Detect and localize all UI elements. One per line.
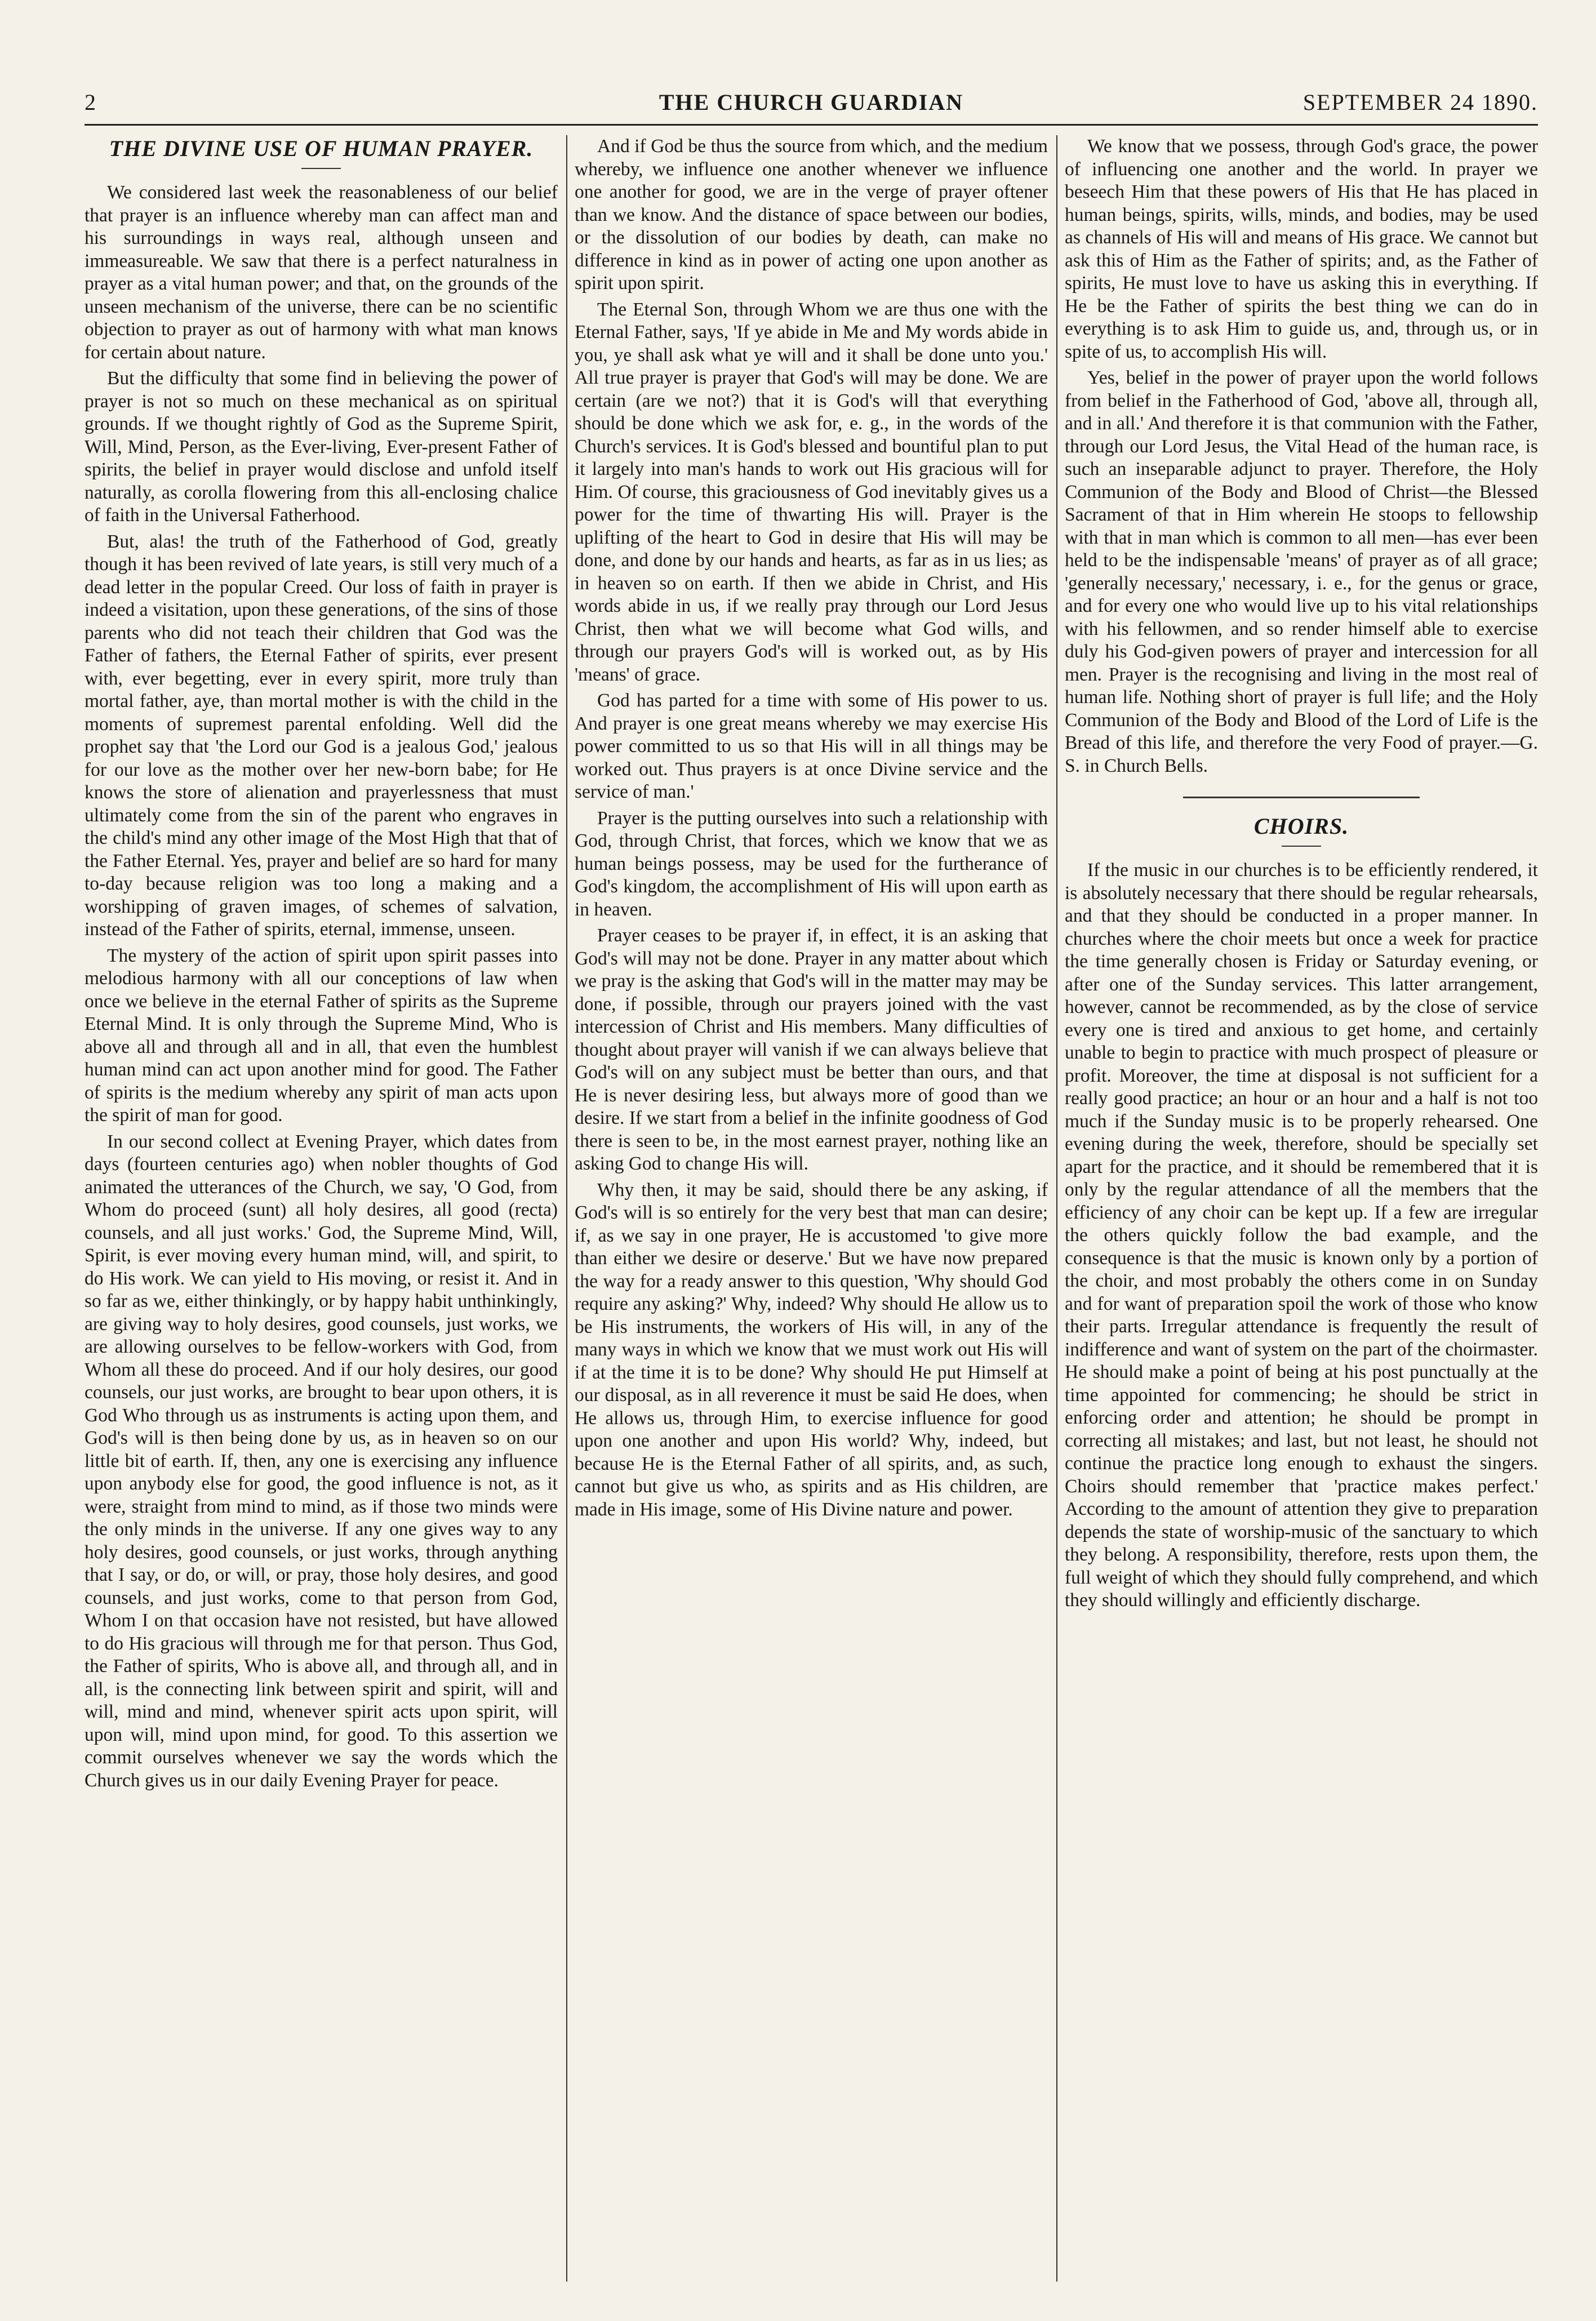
paragraph: Why then, it may be said, should there be any asking, if God's will is so entirely for the very best that man can desire; if, as we say in one prayer, He is accustomed 'to give more than either we desire or deserve.' But we have now prepared the way for a ready answer to this question, 'Why should God require any asking?' Why, indeed? Why should He allow us to be His instruments, the workers of His will, in any of the many ways in which we know that we must work out His will if at the time it is to be done? Why should He put Himself at our disposal, as in all reverence it must be said He does, when He allows us, through Him, to exercise influence for good upon one another and upon His world? Why, indeed, but because He is the Eternal Father of all spirits, and, as such, cannot but give us who, as spirits and as His children, are made in His image, some of His Divine nature and power. — [575, 1179, 1048, 1520]
title-rule — [1282, 846, 1321, 847]
paragraph: The Eternal Son, through Whom we are thus one with the Eternal Father, says, 'If ye abide in Me and My words abide in you, ye shall ask what ye will and it shall be done unto you.' All true prayer is prayer that God's will may be done. We are certain (are we not?) that it is God's will that everything should be done which we ask for, e. g., in the words of the Church's services. It is God's blessed and bountiful plan to put it largely into man's hands to work out His gracious will for Him. Of course, this graciousness of God inevitably gives us a power for the time of thwarting His will. Prayer is the uplifting of the heart to God in desire that His will may be done, and done by our hands and hearts, as far as in us lies; as in heaven so on earth. If then we abide in Christ, and His words abide in us, if we really pray through our Lord Jesus Christ, then what we will become what God wills, and through our prayers God's will is worked out, as by His 'means' of grace. — [575, 299, 1048, 685]
paragraph: And if God be thus the source from which, and the medium whereby, we influence one another whenever we influence one another for good, we are in the verge of prayer oftener than we know. And the distance of space between our bodies, or the dissolution of our bodies by death, can make no difference in kind as in power of acting one upon another as spirit upon spirit. — [575, 136, 1048, 294]
column-divider — [566, 135, 567, 2282]
paragraph: God has parted for a time with some of His power to us. And prayer is one great means whereby we may exercise His power committed to us so that His will in all things may be worked out. Thus prayers is at once Divine service and the service of man.' — [575, 690, 1048, 802]
paragraph: We considered last week the reasonableness of our belief that prayer is an influence whereby man can affect man and his surroundings in ways real, although unseen and immeasureable. We saw that there is a perfect naturalness in prayer as a vital human power; and that, on the grounds of the unseen mechanism of the universe, there can be no scientific objection to prayer as out of harmony with what man knows for certain about nature. — [85, 182, 558, 363]
article-title-choirs: CHOIRS. — [1253, 813, 1349, 839]
paragraph: Prayer is the putting ourselves into such a relationship with God, through Christ, that forces, which we know that we as human beings possess, may be used for the furtherance of God's kingdom, the accomplishment of His will upon earth as in heaven. — [575, 807, 1048, 920]
section-rule — [1183, 797, 1420, 798]
page-header — [85, 85, 1538, 126]
column-divider — [1056, 135, 1057, 2282]
paragraph: But, alas! the truth of the Fatherhood of God, greatly though it has been revived of late years, is still very much of a dead letter in the popular Creed. Our loss of faith in prayer is indeed a visitation, upon these generations, of the sins of those parents who did not teach their children that God was the Father of fathers, the Eternal Father of spirits, ever present with, ever begetting, ever in every spirit, more truly than mortal father, aye, than mortal mother is with the child in the moments of supremest parental enfolding. Well did the prophet say that 'the Lord our God is a jealous God,' jealous for our love as the mother over her new-born babe; for He knows the store of alienation and prayerlessness that must ultimately come from the sin of the parent who engraves in the child's mind any other image of the Most High that that of the Father Eternal. Yes, prayer and belief are so hard for many to-day because religion was too long a making and a worshipping of graven images, of schemes of salvation, instead of the Father of spirits, eternal, immense, unseen. — [85, 531, 558, 940]
paragraph: In our second collect at Evening Prayer, which dates from days (fourteen centuries ago) when nobler thoughts of God animated the utterances of the Church, we say, 'O God, from Whom do proceed (sunt) all holy desires, all good (recta) counsels, and all just works.' God, the Supreme Mind, Will, Spirit, is ever moving every human mind, will, and spirit, to do His work. We can yield to His moving, or resist it. And in so far as we, either thinkingly, or by happy habit unthinkingly, are giving way to holy desires, good counsels, just works, we are allowing ourselves to be fellow-workers with God, from Whom all these do proceed. And if our holy desires, our good counsels, our just works, are brought to bear upon others, it is God Who through us as instruments is acting upon them, and God's will is then being done by us, as in heaven so on our little bit of earth. If, then, any one is exercising any influence upon anybody else for good, the good influence is not, as it were, straight from mind to mind, as if those two minds were the only minds in the universe. If any one gives way to any holy desires, good counsels, or just works, through anything that I say, or do, or will, or pray, those holy desires, and good counsels, and just works, come to that person from God, Whom I on that occasion have not resisted, but have allowed to do His gracious will through me for that person. Thus God, the Father of spirits, Who is above all, and through all, and in all, is the connecting link between spirit and spirit, will and will, mind and mind, whenever spirit acts upon spirit, will upon will, mind upon mind, for good. To this assertion we commit ourselves whenever we say the words which the Church gives us in our daily Evening Prayer for peace. — [85, 1131, 558, 1791]
article-title-divine-use-of-prayer: THE DIVINE USE OF HUMAN PRAYER. — [109, 136, 534, 161]
column-2 — [575, 135, 1048, 2282]
column-3 — [1065, 135, 1538, 2282]
paragraph: Prayer ceases to be prayer if, in effect, it is an asking that God's will may not be done. Prayer in any matter about which we pray is the asking that God's will in the matter may may be done, if possible, through our prayers joined with the vast intercession of Christ and His members. Many difficulties of thought about prayer will vanish if we can always believe that God's will on any subject must be better than ours, and that He is never desiring less, but always more of good than we desire. If we start from a belief in the infinite goodness of God there is seen to be, in the most earnest prayer, nothing like an asking God to change His will. — [575, 925, 1048, 1174]
page-number: 2 — [85, 90, 97, 115]
title-rule — [301, 168, 341, 169]
paragraph: Yes, belief in the power of prayer upon the world follows from belief in the Fatherhood of God, 'above all, through all, and in all.' And therefore it is that communion with the Father, through our Lord Jesus, the Vital Head of the human race, is such an inseparable adjunct to prayer. Therefore, the Holy Communion of the Body and Blood of Christ—the Blessed Sacrament of that in Him wherein He stoops to fellowship with that in man which is common to all men—has ever been held to be the indispensable 'means' of prayer as of all grace; 'generally necessary,' necessary, i. e., for the genus or grace, and for every one who would live up to his vital relationships with his fellowmen, and so render himself able to exercise duly his God-given powers of prayer and intercession for all men. Prayer is the recognising and living in the most real of human life. Nothing short of prayer is full life; and the Holy Communion of the Body and Blood of the Lord of Life is the Bread of this life, and therefore the very Food of prayer.—G. S. in Church Bells. — [1065, 367, 1538, 776]
paragraph: We know that we possess, through God's grace, the power of influencing one another and the world. In prayer we beseech Him that these powers of His that He has placed in human beings, spirits, wills, minds, and bodies, may be used as channels of His will and means of His grace. We cannot but ask this of Him as the Father of spirits; and, as the Father of spirits, He must love to have us asking this in everything. If He be the Father of spirits the best thing we can do in everything is to ask Him to guide us, and, through us, or in spite of us, to accomplish His will. — [1065, 136, 1538, 362]
issue-date: SEPTEMBER 24 1890. — [1302, 90, 1538, 115]
masthead-title: THE CHURCH GUARDIAN — [659, 90, 964, 115]
paragraph: The mystery of the action of spirit upon spirit passes into melodious harmony with all our conceptions of law when once we believe in the eternal Father of spirits as the Supreme Eternal Mind. It is only through the Supreme Mind, Who is above all and through all and in all, that even the humblest human mind can act upon another mind for good. The Father of spirits is the medium whereby any spirit of man acts upon the spirit of man for good. — [85, 945, 558, 1126]
paragraph: But the difficulty that some find in believing the power of prayer is not so much on these mechanical as on spiritual grounds. If we thought rightly of God as the Supreme Spirit, Will, Mind, Person, as the Ever-living, Ever-present Father of spirits, the belief in prayer would disclose and unfold itself naturally, as corolla flowering from this all-enclosing chalice of faith in the Universal Fatherhood. — [85, 368, 558, 526]
column-1 — [85, 135, 558, 2282]
paragraph: If the music in our churches is to be efficiently rendered, it is absolutely necessary that there should be regular rehearsals, and that they should be conducted in a proper manner. In churches where the choir meets but once a week for practice the time generally chosen is Friday or Saturday evening, or after one of the Sunday services. This latter arrangement, however, cannot be recommended, as by the close of service every one is tired and anxious to get home, and certainly unable to begin to practice with much prospect of pleasure or profit. Moreover, the time at disposal is not sufficient for a really good practice; an hour or an hour and a half is not too much if the Sunday music is to be properly rehearsed. One evening during the week, therefore, should be specially set apart for the practice, and it should be remembered that it is only by the regular attendance of all the members that the efficiency of any choir can be kept up. If a few are irregular the others quickly follow the bad example, and the consequence is that the music is known only by a portion of the choir, and most probably the others come in on Sunday and for want of preparation spoil the work of those who know their parts. Irregular attendance is frequently the result of indifference and want of system on the part of the choirmaster. He should make a point of being at his post punctually at the time appointed for commencing; he should be strict in enforcing order and attention; he should be prompt in correcting all mistakes; and last, but not least, he should not continue the practice long enough to exhaust the singers. Choirs should remember that 'practice makes perfect.' According to the amount of attention they give to preparation depends the state of worship-music of the sanctuary to which they belong. A responsibility, therefore, rests upon them, the full weight of which they should fully comprehend, and which they should willingly and efficiently discharge. — [1065, 860, 1538, 1611]
